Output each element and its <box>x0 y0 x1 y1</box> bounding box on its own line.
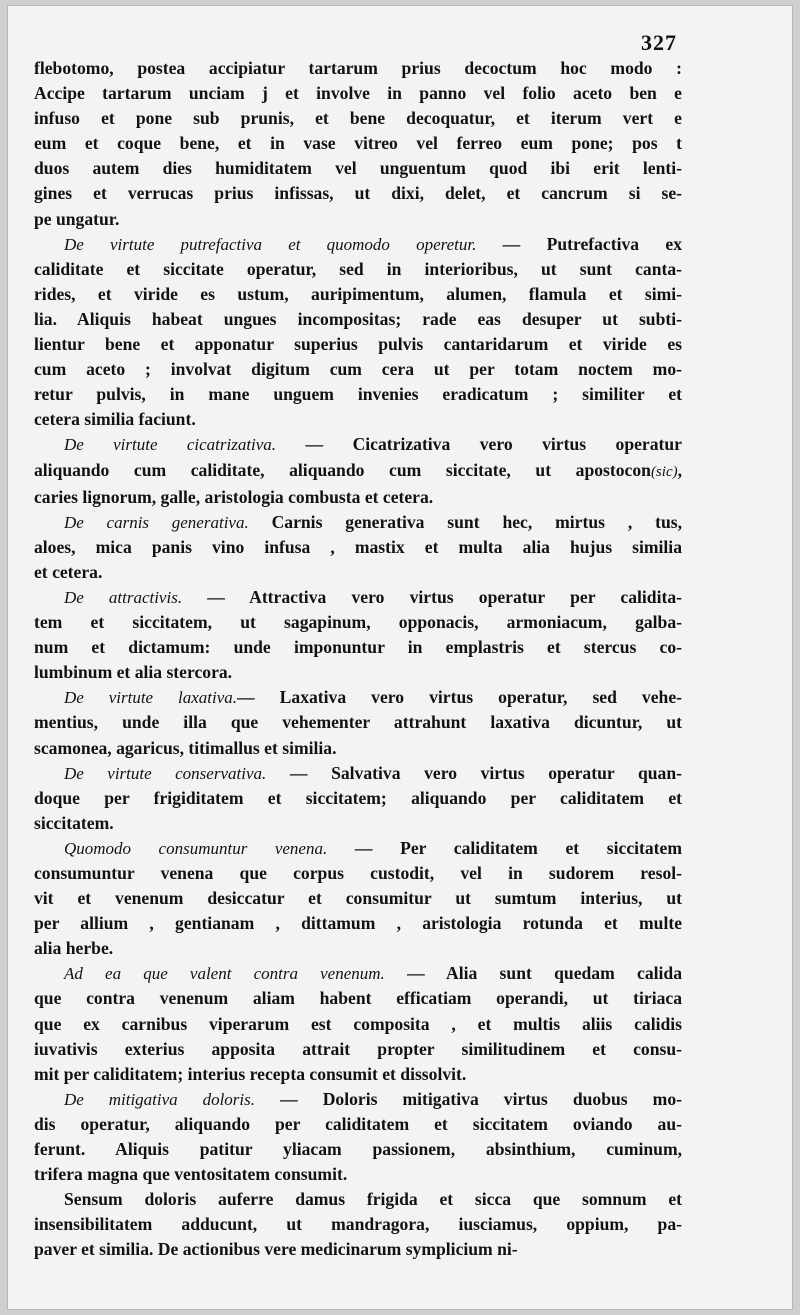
text-line <box>34 1162 682 1187</box>
text-line <box>34 510 682 535</box>
text-line <box>34 56 682 81</box>
text-line <box>34 1112 682 1137</box>
text-segment: iuvativis exterius apposita attrait propter similitudinem et consu- <box>34 1038 682 1059</box>
text-line <box>34 685 682 710</box>
text-segment: consumuntur venena que corpus custodit, vel in sudorem resol- <box>34 863 682 883</box>
text-line <box>34 1037 682 1062</box>
text-segment: Carnis generativa sunt hec, mirtus , tus, <box>248 511 682 532</box>
text-segment: siccitatem. <box>34 812 114 833</box>
text-segment: infuso et pone sub prunis, et bene decoquatur, et iterum vert e <box>34 108 682 129</box>
text-segment: insensibilitatem adducunt, ut mandragora, iusciamus, oppium, pa- <box>34 1214 682 1235</box>
text-line <box>34 382 682 407</box>
text-segment: cum aceto ; involvat digitum cum cera ut per totam noctem mo- <box>34 359 682 380</box>
text-segment: et cetera. <box>34 561 103 582</box>
text-segment: paver et similia. De actionibus vere medicinarum symplicium ni- <box>34 1239 518 1260</box>
text-line <box>34 106 682 131</box>
section-heading: De carnis generativa. <box>64 512 249 532</box>
text-segment: pe ungatur. <box>34 208 120 229</box>
section-heading: De virtute cicatrizativa. <box>64 435 277 455</box>
text-segment: rides, et viride es ustum, auripimentum, alumen, flamula et simi- <box>34 283 682 304</box>
text-segment: — Attractiva vero virtus operatur per calidita- <box>182 586 682 607</box>
text-line <box>34 911 682 936</box>
text-segment: vit et venenum desiccatur et consumitur ut sumtum interius, ut <box>34 888 682 909</box>
text-line <box>34 357 682 382</box>
text-segment: trifera magna que ventositatem consumit. <box>34 1164 348 1185</box>
text-line <box>34 458 682 485</box>
text-line <box>34 886 682 911</box>
text-line <box>34 207 682 232</box>
text-segment: tem et siccitatem, ut sagapinum, opponacis, armoniacum, galba- <box>34 612 682 633</box>
text-segment: duos autem dies humiditatem vel unguentum quod ibi erit lenti- <box>34 158 682 179</box>
text-segment: — Putrefactiva ex <box>476 233 682 254</box>
text-line <box>34 736 682 761</box>
text-line <box>34 131 682 156</box>
section-heading: De mitigativa doloris. <box>64 1089 256 1109</box>
text-line <box>34 786 682 811</box>
text-segment: gines et verrucas prius infissas, ut dixi, delet, et cancrum si se- <box>34 183 682 204</box>
text-line <box>34 1062 682 1087</box>
text-segment: eum et coque bene, et in vase vitreo vel ferreo eum pone; pos t <box>34 133 682 154</box>
text-line <box>34 710 682 735</box>
text-segment: , <box>677 459 682 480</box>
text-line <box>34 535 682 560</box>
text-segment: que ex carnibus viperarum est composita , et multis aliis calidis <box>34 1013 682 1034</box>
text-segment: — Salvativa vero virtus operatur quan- <box>266 762 682 783</box>
text-segment: ferunt. Aliquis patitur yliacam passionem, absinthium, cuminum, <box>34 1139 682 1160</box>
page-number: 327 <box>641 30 677 55</box>
text-line <box>34 761 682 786</box>
section-heading: De attractivis. <box>64 587 183 607</box>
text-line <box>34 407 682 432</box>
text-line <box>34 936 682 961</box>
text-segment: — Alia sunt quedam calida <box>384 963 682 984</box>
text-line <box>34 1237 682 1262</box>
text-line <box>34 432 682 457</box>
text-segment: — Laxativa vero virtus operatur, sed vehe- <box>237 687 682 708</box>
section-heading: De virtute putrefactiva et quomodo operetur. <box>64 234 477 254</box>
text-line <box>34 1137 682 1162</box>
text-line <box>34 610 682 635</box>
text-segment: scamonea, agaricus, titimallus et similia. <box>34 737 337 758</box>
text-line <box>34 1187 682 1212</box>
text-line <box>34 635 682 660</box>
text-line <box>34 81 682 106</box>
text-segment: mentius, unde illa que vehementer attrahunt laxativa dicuntur, ut <box>34 712 682 733</box>
text-line <box>34 232 682 257</box>
text-line <box>34 836 682 861</box>
text-segment: alia herbe. <box>34 938 114 959</box>
text-line <box>34 961 682 986</box>
text-segment: dis operatur, aliquando per caliditatem et siccitatem oviando au- <box>34 1113 682 1134</box>
text-line <box>34 282 682 307</box>
text-line <box>34 585 682 610</box>
text-segment: lientur bene et apponatur superius pulvis cantaridarum et viride es <box>34 334 682 355</box>
text-segment: — Doloris mitigativa virtus duobus mo- <box>255 1088 682 1109</box>
text-line <box>34 1087 682 1112</box>
text-line <box>34 811 682 836</box>
text-segment: caries lignorum, galle, aristologia combusta et cetera. <box>34 486 434 507</box>
text-segment: aloes, mica panis vino infusa , mastix et multa alia hujus similia <box>34 536 682 557</box>
text-segment: num et dictamum: unde imponuntur in emplastris et stercus co- <box>34 637 682 658</box>
text-line <box>34 332 682 357</box>
text-line <box>34 1012 682 1037</box>
text-segment: — Per caliditatem et siccitatem <box>327 837 683 858</box>
text-segment: — Cicatrizativa vero virtus operatur <box>276 434 682 455</box>
text-line <box>34 861 682 886</box>
text-segment: que contra venenum aliam habent efficatiam operandi, ut tiriaca <box>34 988 682 1009</box>
text-segment: aliquando cum caliditate, aliquando cum siccitate, ut apostocon <box>34 459 651 480</box>
text-segment: flebotomo, postea accipiatur tartarum prius decoctum hoc modo : <box>34 58 682 78</box>
text-segment: doque per frigiditatem et siccitatem; aliquando per caliditatem et <box>34 787 682 808</box>
sic-note: (sic) <box>650 463 678 480</box>
text-line <box>34 986 682 1011</box>
text-segment: Sensum doloris auferre damus frigida et sicca que somnum et <box>64 1189 682 1210</box>
text-line <box>34 181 682 206</box>
text-segment: cetera similia faciunt. <box>34 409 196 430</box>
text-segment: lumbinum et alia stercora. <box>34 662 233 683</box>
section-heading: De virtute conservativa. <box>64 763 267 783</box>
text-segment: retur pulvis, in mane unguem invenies eradicatum ; similiter et <box>34 384 682 405</box>
book-page <box>8 6 792 1309</box>
text-line <box>34 485 682 510</box>
text-line <box>34 257 682 282</box>
text-segment: caliditate et siccitate operatur, sed in interioribus, ut sunt canta- <box>34 258 682 279</box>
text-line <box>34 156 682 181</box>
text-segment: per allium , gentianam , dittamum , aristologia rotunda et multe <box>34 913 682 934</box>
text-line <box>34 1212 682 1237</box>
text-segment: mit per caliditatem; interius recepta consumit et dissolvit. <box>34 1063 467 1084</box>
section-heading: De virtute laxativa. <box>64 688 238 708</box>
section-heading: Ad ea que valent contra venenum. <box>64 964 385 984</box>
text-line <box>34 660 682 685</box>
text-segment: Accipe tartarum unciam j et involve in panno vel folio aceto ben e <box>34 83 682 104</box>
text-segment: lia. Aliquis habeat ungues incompositas; rade eas desuper ut subti- <box>34 308 682 329</box>
text-line <box>34 307 682 332</box>
text-line <box>34 560 682 585</box>
section-heading: Quomodo consumuntur venena. <box>64 838 328 858</box>
page-body-text <box>34 56 682 1263</box>
